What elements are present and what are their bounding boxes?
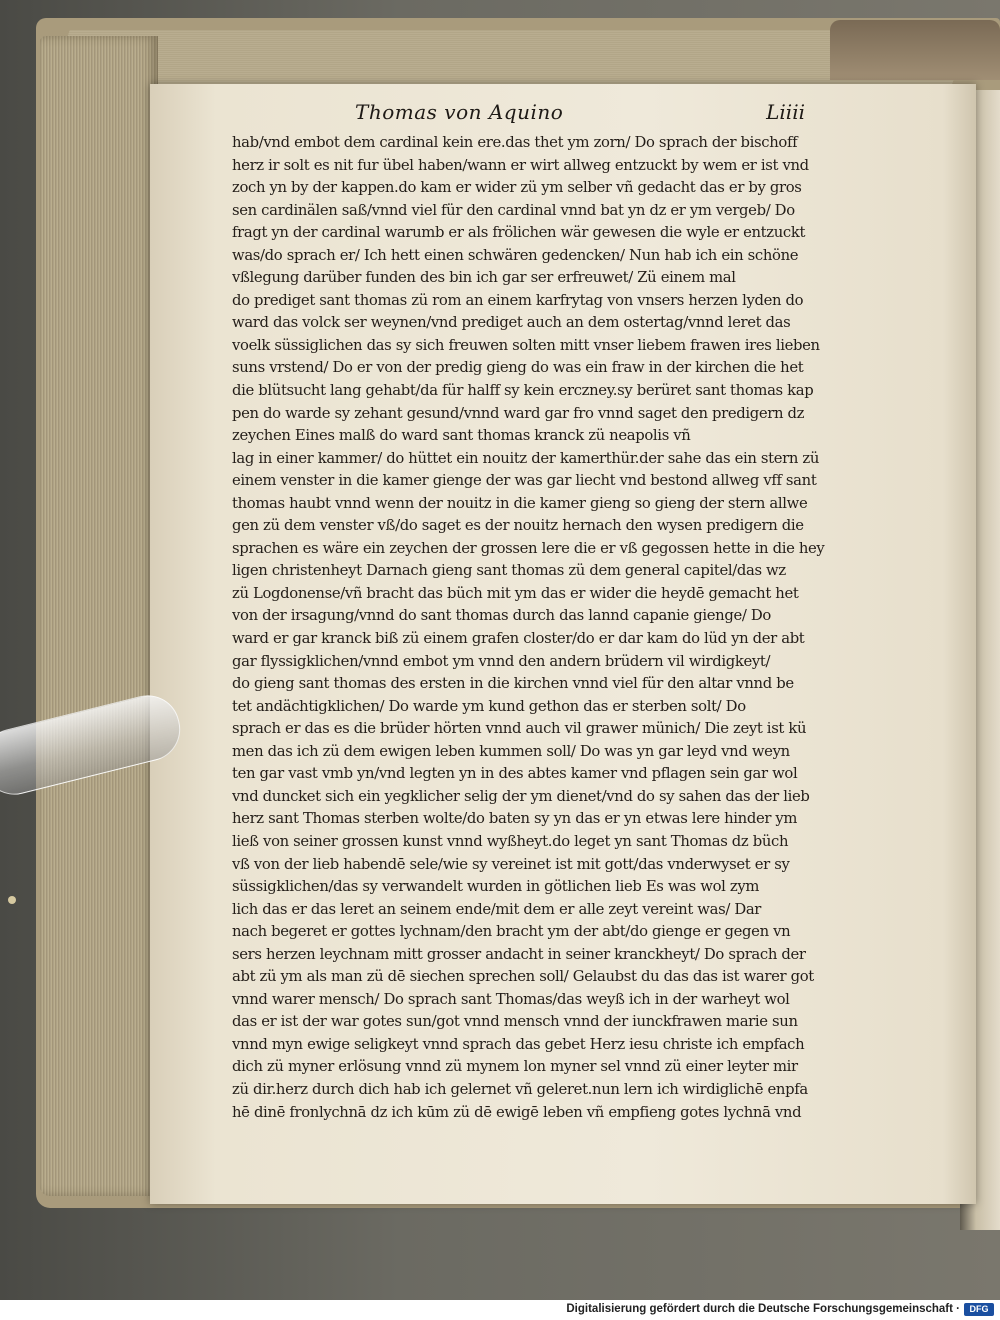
text-line: do prediget sant thomas zü rom an einem karfrytag von vnsers herzen lyden do [232,291,804,309]
text-line: ligen christenheyt Darnach gieng sant thomas zü dem general capitel/das wz [232,562,786,580]
text-line: hab/vnd embot dem cardinal kein ere.das thet ym zorn/ Do sprach der bischoff [232,134,798,151]
text-line: sprachen es wäre ein zeychen der grossen lere die er vß gegossen hette in die hey [232,539,825,557]
text-line: vnd duncket sich ein yegklicher selig der ym dienet/vnd do sy sahen das der lieb [232,787,810,805]
pin [8,896,16,904]
text-line: suns vrstend/ Do er von der predig gieng do was ein fraw in der kirchen die het [232,359,804,377]
text-line: sprach er das es die brüder hörten vnnd auch vil grawer münich/ Die zeyt ist kü [232,720,807,738]
text-line: das er ist der war gotes sun/got vnnd mensch vnnd der iunckfrawen marie sun [232,1013,798,1031]
text-line: do gieng sant thomas des ersten in die kirchen vnnd viel für den altar vnnd be [232,675,794,693]
text-line: zü Logdonense/vñ bracht das büch mit ym das er wider die heydē gemacht het [232,584,799,602]
text-line: tet andächtigklichen/ Do warde ym kund gethon das er sterben solt/ Do [232,697,746,715]
text-line: dich zü myner erlösung vnnd zü mynem lon myner sel vnnd zü einer leyter mir [232,1058,798,1076]
running-head-title: Thomas von Aquino [355,100,564,124]
folio-number: Liiii [766,100,805,124]
text-line: abt zü ym als man zü dē siechen sprechen soll/ Gelaubst du das das ist warer got [232,968,814,986]
text-line: zoch yn by der kappen.do kam er wider zü ym selber vñ gedacht das er by gros [232,179,802,197]
running-head [355,100,805,128]
text-line: herz sant Thomas sterben wolte/do baten sy yn das er yn etwas lere hinder ym [232,810,798,828]
text-line: ward er gar kranck biß zü einem grafen closter/do er dar kam do lüd yn der abt [232,630,805,648]
body-text [232,132,862,1124]
text-line: zeychen Eines malß do ward sant thomas kranck zü neapolis vñ [232,427,691,445]
text-line: gar flyssigklichen/vnnd embot ym vnnd den andern brüdern vil wirdigkeyt/ [232,652,771,670]
text-line: gen zü dem venster vß/do saget es der nouitz hernach den wysen predigern die [232,517,804,535]
text-line: nach begeret er gottes lychnam/den bracht ym der abt/do gienge er gegen vn [232,923,791,941]
text-line: voelk süssiglichen das sy sich freuwen solten mitt vnser liebem frawen ires lieben [232,336,820,354]
text-line: was/do sprach er/ Ich hett einen schwären gedencken/ Nun hab ich ein schöne [232,246,799,264]
text-line: zü dir.herz durch dich hab ich gelernet vñ geleret.nun lern ich wirdiglichē enpfa [232,1080,808,1098]
text-line: von der irsagung/vnnd do sant thomas durch das lannd capanie gienge/ Do [232,607,771,625]
text-line: fragt yn der cardinal warumb er als frölichen wär gewesen die wyle er entzuckt [232,224,806,242]
footer-bar [0,1300,1000,1320]
text-line: ließ von seiner grossen kunst vnnd wyßheyt.do leget yn sant Thomas dz büch [232,832,789,850]
dfg-logo: DFG [964,1303,994,1316]
text-line: herz ir solt es nit fur übel haben/wann er wirt allweg entzuckt by wem er ist vnd [232,156,809,174]
text-line: ward das volck ser weynen/vnd prediget auch an dem ostertag/vnnd leret das [232,314,791,332]
page-stack-fore-edge [40,36,158,1196]
text-line: sen cardinälen saß/vnnd viel für den cardinal vnnd bat yn dz er ym vergeb/ Do [232,201,795,219]
text-line: lich das er das leret an seinem ende/mit dem er alle zeyt vereint was/ Dar [232,900,762,918]
book-binding [830,20,1000,80]
text-line: sers herzen leychnam mitt grosser andacht in seiner kranckheyt/ Do sprach der [232,945,806,963]
text-line: vßlegung darüber funden des bin ich gar ser erfreuwet/ Zü einem mal [232,269,736,287]
text-line: hē dinē fronlychnā dz ich kūm zü dē ewigē leben vñ empfieng gotes lychnā vnd [232,1103,802,1121]
text-line: vnnd warer mensch/ Do sprach sant Thomas/das weyß ich in der warheyt wol [232,990,790,1008]
text-line: men das ich zü dem ewigen leben kummen soll/ Do was yn gar leyd vnd weyn [232,742,790,760]
text-line: vnnd myn ewige seligkeyt vnnd sprach das gebet Herz iesu christe ich empfach [232,1035,805,1053]
text-line: ten gar vast vmb yn/vnd legten yn in des abtes kamer vnd pflagen sein gar wol [232,765,798,783]
text-line: vß von der lieb habendē sele/wie sy vereinet ist mit gott/das vnderwyset er sy [232,855,790,873]
text-line: einem venster in die kamer gienge der was gar liecht vnd bestond allweg vff sant [232,472,817,490]
text-line: süssigklichen/das sy verwandelt wurden in götlichen lieb Es was wol zym [232,878,760,896]
text-line: die blütsucht lang gehabt/da für halff sy kein erczney.sy berüret sant thomas kap [232,382,814,400]
text-line: lag in einer kammer/ do hüttet ein nouitz der kamerthür.der sahe das ein stern zü [232,449,820,467]
text-line: pen do warde sy zehant gesund/vnnd ward gar fro vnnd saget den predigern dz [232,404,805,422]
text-line: thomas haubt vnnd wenn der nouitz in die kamer gieng so gieng der stern allwe [232,494,808,512]
footer-credit: Digitalisierung gefördert durch die Deutsche Forschungsgemeinschaft · [566,1303,960,1315]
